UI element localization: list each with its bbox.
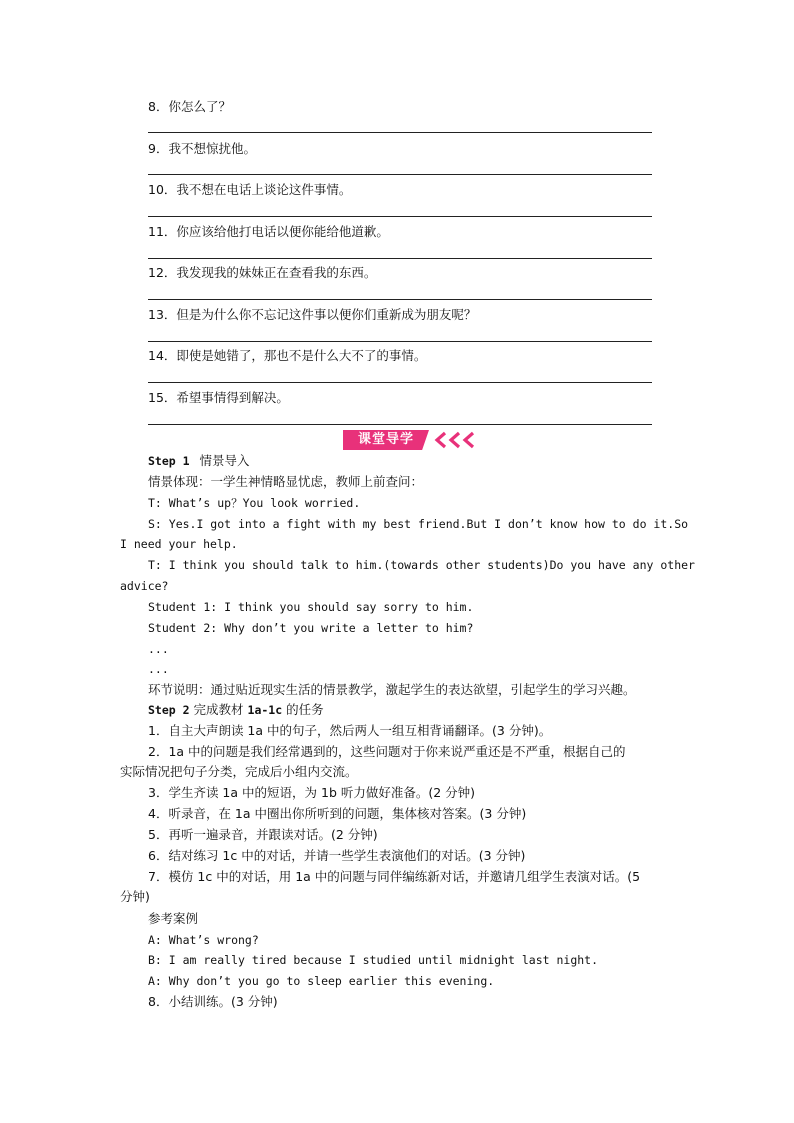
- answer-line-14[interactable]: [148, 382, 652, 383]
- step2-heading: [148, 702, 324, 718]
- dialogue-t2-line2: advice?: [120, 579, 169, 593]
- question-10: 10．我不想在电话上谈论这件事情。: [148, 182, 352, 197]
- chevrons-icon: [433, 430, 483, 450]
- question-12: 12．我发现我的妹妹正在查看我的东西。: [148, 265, 377, 280]
- dialogue-t1: T: What’s up？You look worried.: [148, 496, 361, 510]
- answer-line-15[interactable]: [148, 424, 652, 425]
- answer-line-12[interactable]: [148, 299, 652, 300]
- step1-scenario: 情景体现：一学生神情略显忧虑，教师上前查问：: [148, 474, 424, 489]
- step1-heading-label: Step 1: [148, 454, 190, 468]
- task-1: 1．自主大声朗读 1a 中的句子，然后两人一组互相背诵翻译。(3 分钟)。: [148, 723, 552, 738]
- answer-line-10[interactable]: [148, 216, 652, 217]
- question-15: 15．希望事情得到解决。: [148, 390, 289, 405]
- task-6: 6．结对练习 1c 中的对话，并请一些学生表演他们的对话。(3 分钟): [148, 848, 526, 863]
- step2-heading-mid: 完成教材: [193, 702, 244, 717]
- answer-line-9[interactable]: [148, 174, 652, 175]
- task-8: 8．小结训练。(3 分钟): [148, 994, 278, 1009]
- dialogue-s1-line1: S: Yes.I got into a fight with my best friend.But I don’t know how to do it.So: [148, 517, 689, 531]
- task-7-line2: 分钟): [120, 889, 150, 904]
- example-a1: A: What’s wrong?: [148, 933, 259, 947]
- answer-line-11[interactable]: [148, 258, 652, 259]
- task-2-line1: 2．1a 中的问题是我们经常遇到的，这些问题对于你来说严重还是不严重，根据自己的: [148, 744, 626, 759]
- step1-heading: [148, 453, 250, 469]
- banner-title: 课堂导学: [357, 432, 414, 447]
- section-banner: [343, 430, 483, 450]
- step2-heading-end: 的任务: [286, 702, 324, 717]
- ellipsis-1: ...: [148, 642, 169, 656]
- question-14: 14．即使是她错了，那也不是什么大不了的事情。: [148, 348, 427, 363]
- ellipsis-2: ...: [148, 662, 169, 676]
- example-a2: A: Why don’t you go to sleep earlier this evening.: [148, 974, 495, 988]
- step2-heading-range: 1a-1c: [247, 703, 283, 717]
- step1-heading-text: 情景导入: [199, 453, 250, 468]
- dialogue-s1-line2: I need your help.: [120, 537, 238, 551]
- dialogue-student2: Student 2: Why don’t you write a letter to him?: [148, 621, 474, 635]
- question-8: 8．你怎么了？: [148, 99, 231, 114]
- answer-line-13[interactable]: [148, 341, 652, 342]
- reference-example-label: 参考案例: [148, 911, 199, 926]
- dialogue-student1: Student 1: I think you should say sorry to him.: [148, 600, 474, 614]
- task-2-line2: 实际情况把句子分类，完成后小组内交流。: [120, 764, 358, 779]
- question-11: 11．你应该给他打电话以便你能给他道歉。: [148, 224, 389, 239]
- answer-line-8[interactable]: [148, 132, 652, 133]
- step2-heading-label: Step 2: [148, 703, 190, 717]
- question-9: 9．我不想惊扰他。: [148, 141, 256, 156]
- task-3: 3．学生齐读 1a 中的短语，为 1b 听力做好准备。(2 分钟): [148, 785, 476, 800]
- example-b1: B: I am really tired because I studied until midnight last night.: [148, 953, 599, 967]
- step1-note: 环节说明：通过贴近现实生活的情景教学，激起学生的表达欲望，引起学生的学习兴趣。: [148, 682, 636, 697]
- task-7-line1: 7．模仿 1c 中的对话，用 1a 中的问题与同伴编练新对话，并邀请几组学生表演对话。(5: [148, 869, 641, 884]
- dialogue-t2-line1: T: I think you should talk to him.(towards other students)Do you have any other: [148, 558, 695, 572]
- task-4: 4．听录音，在 1a 中圈出你所听到的问题，集体核对答案。(3 分钟): [148, 806, 527, 821]
- task-5: 5．再听一遍录音，并跟读对话。(2 分钟): [148, 827, 378, 842]
- question-13: 13．但是为什么你不忘记这件事以便你们重新成为朋友呢？: [148, 307, 477, 322]
